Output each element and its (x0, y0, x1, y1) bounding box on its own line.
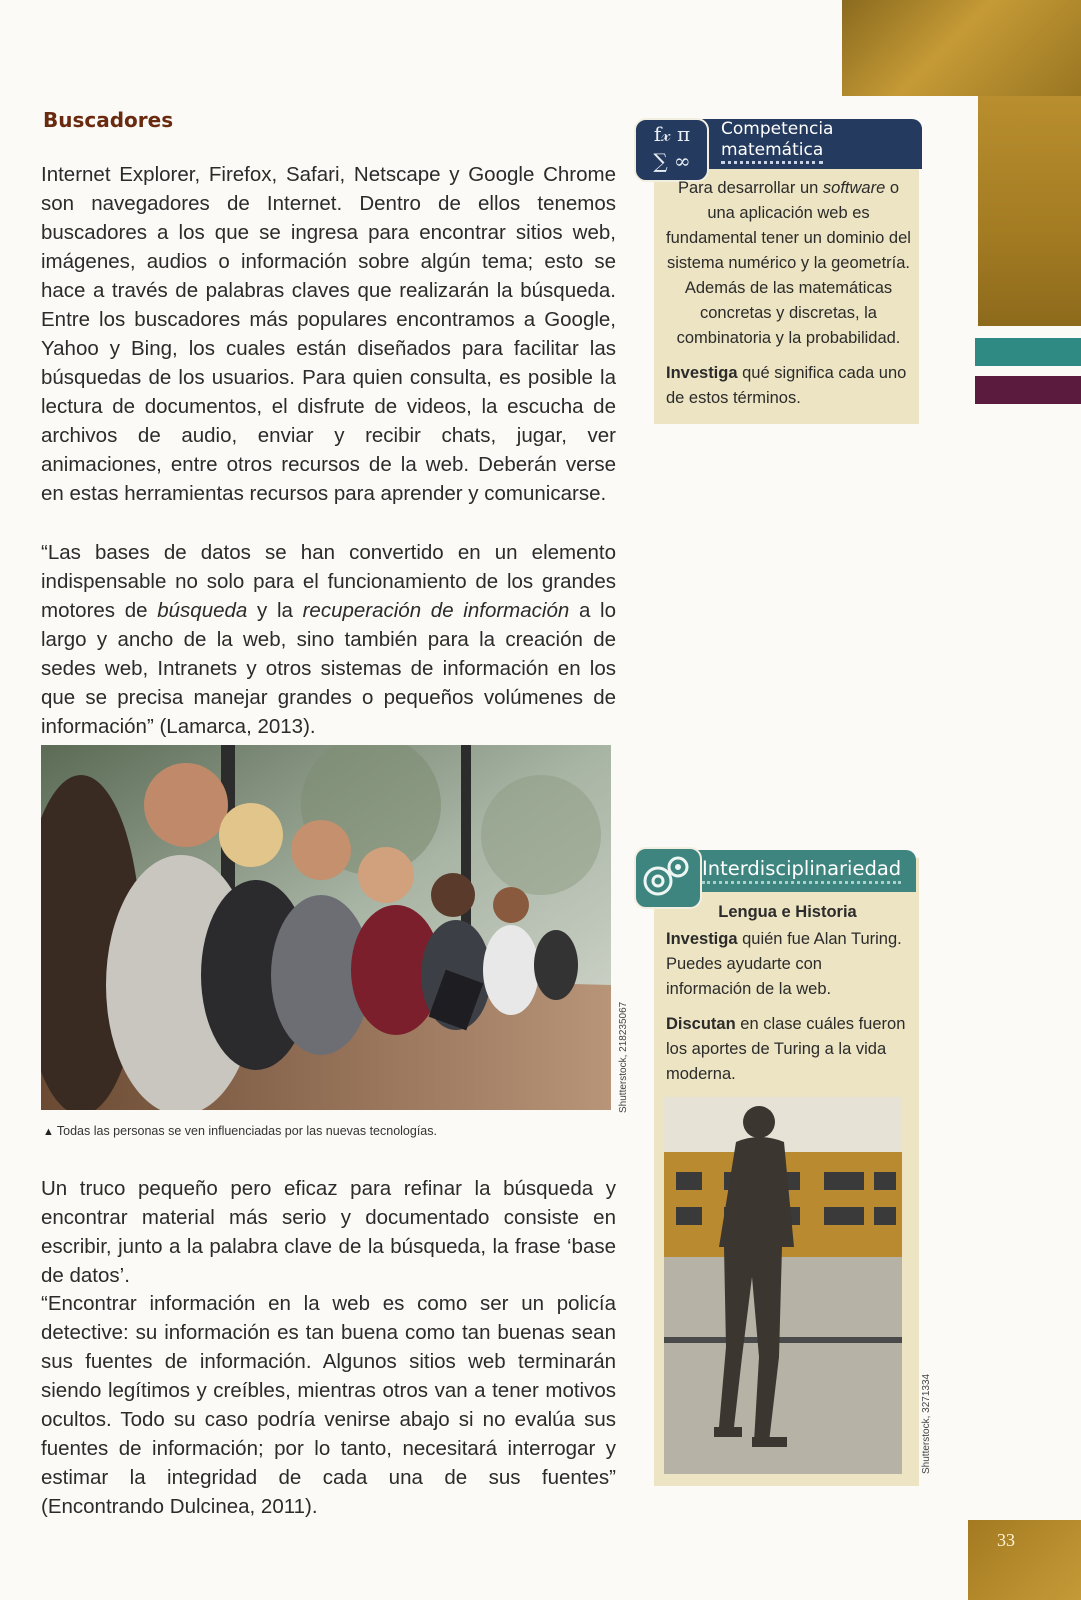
gears-icon (634, 847, 702, 909)
triangle-icon: ▲ (43, 1126, 54, 1138)
interdisciplinariedad-title: Interdisciplinariedad (702, 857, 901, 884)
page-number: 33 (997, 1530, 1015, 1550)
teal-band (975, 338, 1081, 366)
photo-credit: Shutterstock, 218235067 (618, 1001, 629, 1113)
interdisciplinariedad-subtitle: Lengua e Historia (718, 903, 857, 921)
paragraph-truco: Un truco pequeño pero eficaz para refinar la búsqueda y encontrar material más serio y documentado consiste en escribir, junto a la palabra clave de la búsqueda, la frase ‘base de datos’. (41, 1177, 616, 1287)
paragraph-buscadores: Internet Explorer, Firefox, Safari, Netscape y Google Chrome son navegadores de Internet. Dentro de ellos tenemos buscadores a los que se ingresa para encontrar sitios web, imágenes, audios o información sobre algún tema; esto se hace a través de palabras claves que realizarán la búsqueda. Entre los buscadores más populares encontramos a Google, Yahoo y Bing, los cuales están diseñados para facilitar las búsquedas de los usuarios. Para quien consulta, es posible la lectura de documentos, el disfrute de videos, la escucha de archivos de audio, enviar y recibir chats, jugar, ver animaciones, entre otros recursos de la web. Deberán verse en estas herramientas recursos para aprender y comunicarse. (41, 163, 616, 505)
students-photo (41, 745, 611, 1110)
section-heading: Buscadores (43, 108, 174, 132)
statue-photo-credit: Shutterstock, 3271334 (921, 1373, 932, 1474)
gold-side-strip (978, 96, 1081, 326)
plum-band (975, 376, 1081, 404)
gold-corner-block (842, 0, 1081, 96)
math-symbols-glyphs: f𝓍 π ∑ ∞ (653, 122, 691, 173)
quote-lamarca: “Las bases de datos se han convertido en un elemento indispensable no solo para el funcionamiento de los grandes motores de búsqueda y la recuperación de información a lo largo y ancho de la web, sino también para la creación de sedes web, Intranets y otros sistemas de información en los que se precisa manejar grandes o pequeños volúmenes de información” (Lamarca, 2013). (41, 541, 617, 738)
interdisciplinariedad-text: Investiga quién fue Alan Turing. Puedes ayudarte con información de la web. Discutan en clase cuáles fueron los aportes de Turing a la vida moderna. (666, 930, 906, 1083)
turing-statue-photo (664, 1097, 902, 1474)
quote-dulcinea: “Encontrar información en la web es como ser un policía detective: su información es tan buena como tan buenas sean sus fuentes de información. Algunos sitios web terminarán siendo legítimos y creíbles, mientras otros van a tener motivos ocultos. Todo su caso podría venirse abajo si no evalúa sus fuentes de información; por lo tanto, necesitará interrogar y estimar la integridad de cada una de sus fuentes” (Encontrando Dulcinea, 2011). (41, 1292, 616, 1518)
competencia-title: Competencia matemática (721, 119, 833, 161)
competencia-text: Para desarrollar un software o una aplicación web es fundamental tener un dominio del sistema numérico y la geometría. Además de las matemáticas concretas y discretas, la combinatoria y la probabilidad. Investiga qué significa cada uno de estos términos. (666, 179, 911, 407)
photo-caption: ▲ Todas las personas se ven influenciadas por las nuevas tecnologías. (43, 1124, 437, 1138)
